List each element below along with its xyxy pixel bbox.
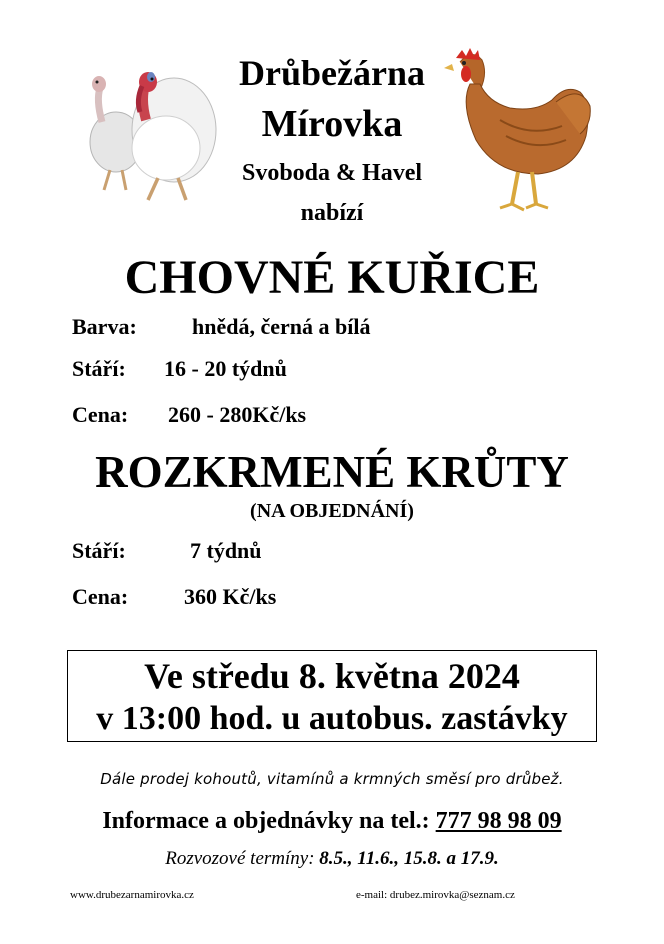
pullet-age-row (72, 356, 287, 382)
offers-text: nabízí (300, 200, 364, 226)
hen-illustration (440, 44, 600, 224)
row-label: Barva: (72, 314, 137, 339)
row-label: Cena: (72, 402, 129, 427)
event-date: Ve středu 8. května 2024 (144, 656, 520, 696)
section2-subtitle: (NA OBJEDNÁNÍ) (250, 500, 414, 522)
delivery-dates: 8.5., 11.6., 15.8. a 17.9. (319, 848, 499, 869)
row-value: 260 - 280Kč/ks (168, 402, 307, 427)
section1-title: CHOVNÉ KUŘICE (124, 251, 540, 304)
owners-text: Svoboda & Havel (241, 160, 423, 186)
pullet-price-row (72, 402, 306, 428)
company-name-line1: Drůbežárna (239, 53, 425, 93)
phone-number[interactable]: 777 98 98 09 (435, 808, 562, 834)
row-label: Cena: (72, 584, 129, 609)
turkeys-illustration (74, 60, 224, 210)
footer-website[interactable]: www.drubezarnamirovka.cz (70, 889, 194, 901)
section2-title: ROZKRMENÉ KRŮTY (95, 447, 569, 497)
info-line (0, 808, 664, 835)
pullet-color-row (72, 314, 370, 340)
company-name-line2: Mírovka (261, 103, 403, 145)
footer-email[interactable]: e-mail: drubez.mirovka@seznam.cz (356, 889, 515, 901)
row-value: 360 Kč/ks (184, 584, 277, 609)
turkey-price-row (72, 584, 276, 610)
row-value: 16 - 20 týdnů (164, 356, 287, 381)
turkey-age-row (72, 538, 262, 564)
event-date-box (67, 650, 597, 742)
info-label: Informace a objednávky na tel.: (102, 808, 430, 834)
delivery-line (0, 848, 664, 870)
row-value: 7 týdnů (190, 538, 262, 563)
delivery-label: Rozvozové termíny: (165, 848, 315, 869)
row-label: Stáří: (72, 538, 126, 563)
row-value: hnědá, černá a bílá (192, 314, 371, 339)
event-time-place: v 13:00 hod. u autobus. zastávky (96, 700, 568, 737)
row-label: Stáří: (72, 356, 126, 381)
extra-sales-text: Dále prodej kohoutů, vitamínů a krmných směsí pro drůbež. (100, 770, 564, 788)
